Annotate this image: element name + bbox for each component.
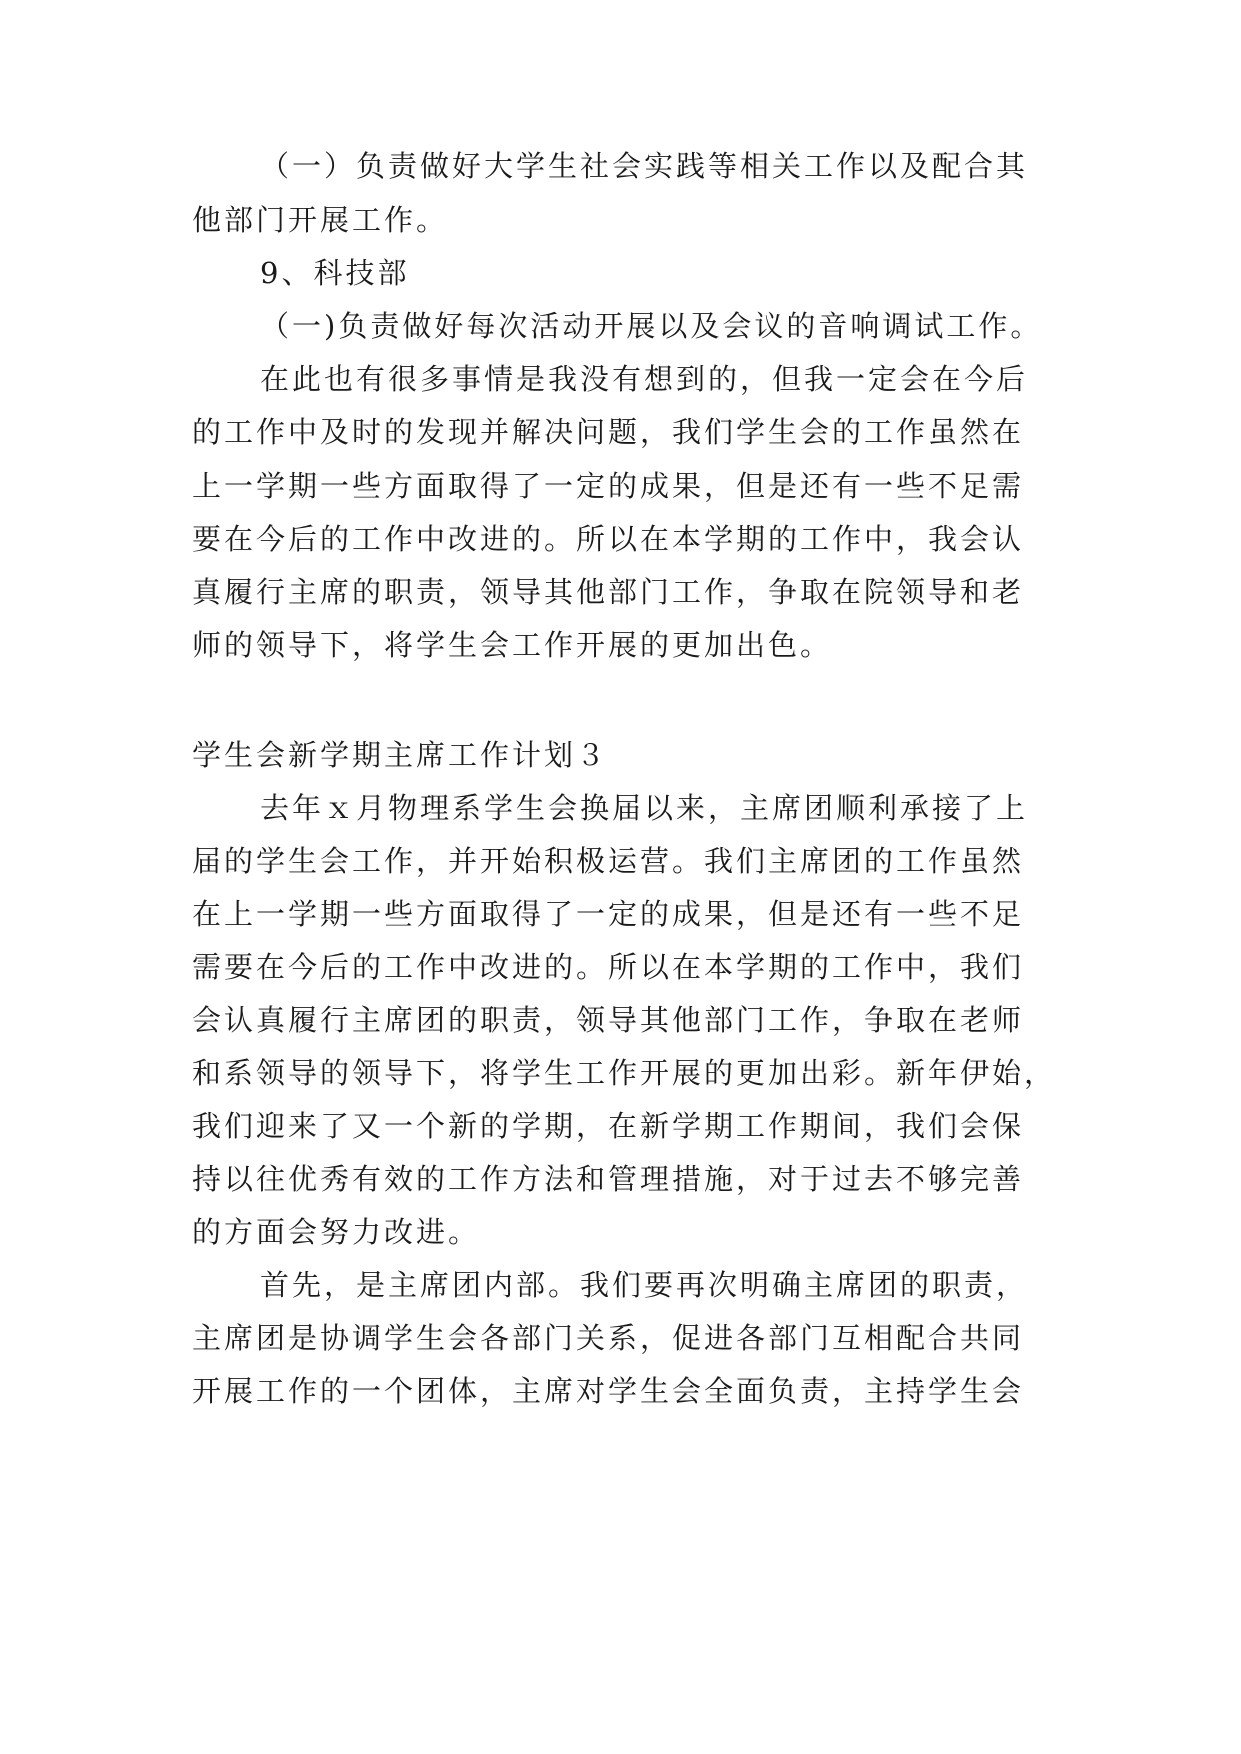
para-2-line-2: 主席团是协调学生会各部门关系，促进各部门互相配合共同 xyxy=(192,1321,1025,1355)
closing-line-5: 真履行主席的职责，领导其他部门工作，争取在院领导和老 xyxy=(192,575,1025,609)
closing-line-6: 师的领导下，将学生会工作开展的更加出色。 xyxy=(192,628,833,662)
para-1-line-7: 我们迎来了又一个新的学期，在新学期工作期间，我们会保 xyxy=(192,1109,1025,1143)
item-1-line-1: （一）负责做好大学生社会实践等相关工作以及配合其 xyxy=(260,149,1029,183)
closing-line-2: 的工作中及时的发现并解决问题，我们学生会的工作虽然在 xyxy=(192,415,1025,449)
closing-line-1: 在此也有很多事情是我没有想到的，但我一定会在今后 xyxy=(260,362,1029,396)
para-1-line-3: 在上一学期一些方面取得了一定的成果，但是还有一些不足 xyxy=(192,897,1025,931)
section-3-title: 学生会新学期主席工作计划３ xyxy=(192,738,609,772)
item-9-1: （一)负责做好每次活动开展以及会议的音响调试工作。 xyxy=(260,309,1043,343)
para-1-line-8: 持以往优秀有效的工作方法和管理措施，对于过去不够完善 xyxy=(192,1162,1025,1196)
para-1-line-5: 会认真履行主席团的职责，领导其他部门工作，争取在老师 xyxy=(192,1003,1025,1037)
item-1-line-2: 他部门开展工作。 xyxy=(192,203,449,237)
para-2-line-3: 开展工作的一个团体，主席对学生会全面负责，主持学生会 xyxy=(192,1374,1025,1408)
closing-line-4: 要在今后的工作中改进的。所以在本学期的工作中，我会认 xyxy=(192,522,1025,556)
para-1-line-2: 届的学生会工作，并开始积极运营。我们主席团的工作虽然 xyxy=(192,844,1025,878)
para-1-line-9: 的方面会努力改进。 xyxy=(192,1215,481,1249)
para-1-line-4: 需要在今后的工作中改进的。所以在本学期的工作中，我们 xyxy=(192,950,1025,984)
closing-line-3: 上一学期一些方面取得了一定的成果，但是还有一些不足需 xyxy=(192,469,1025,503)
heading-9: 9、科技部 xyxy=(260,256,410,290)
para-1-line-1: 去年ｘ月物理系学生会换届以来，主席团顺利承接了上 xyxy=(260,791,1029,825)
para-2-line-1: 首先，是主席团内部。我们要再次明确主席团的职责， xyxy=(260,1268,1029,1302)
para-1-line-6: 和系领导的领导下，将学生工作开展的更加出彩。新年伊始， xyxy=(192,1056,1057,1090)
